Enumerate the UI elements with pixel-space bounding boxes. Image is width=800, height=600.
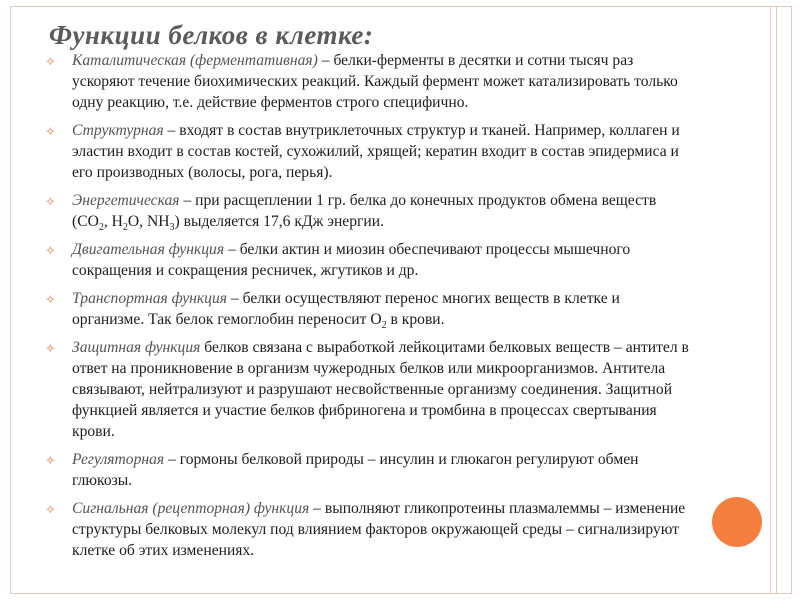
list-item bbox=[44, 288, 692, 330]
bullet-icon: ⟡ bbox=[46, 242, 55, 257]
list-item bbox=[44, 50, 692, 113]
bullet-list bbox=[44, 50, 692, 561]
decorative-line-left bbox=[770, 6, 771, 594]
bullet-icon: ⟡ bbox=[46, 452, 55, 467]
bullet-icon: ⟡ bbox=[46, 123, 55, 138]
item-text: – входят в состав внутриклеточных структур и тканей. Например, коллаген и эластин входит в состав костей, сухожилий, хрящей; кератин входит в состав эпидермиса и его производных (волосы, рога, перья). bbox=[72, 122, 680, 181]
item-term: Структурная bbox=[72, 122, 164, 139]
item-term: Защитная функция bbox=[72, 339, 201, 356]
subscript: 2 bbox=[381, 320, 387, 332]
item-text: , H bbox=[103, 213, 123, 230]
item-term: Каталитическая (ферментативная) bbox=[72, 52, 318, 69]
item-term: Энергетическая bbox=[72, 192, 180, 209]
item-text: – выполняют гликопротеины плазмалеммы – изменение структуры белковых молекул под влиянием факторов окружающей среды – сигнализируют клетке об этих изменениях. bbox=[72, 500, 686, 559]
bullet-icon: ⟡ bbox=[46, 340, 55, 355]
item-text: – гормоны белковой природы – инсулин и глюкагон регулируют обмен глюкозы. bbox=[72, 451, 639, 489]
item-text: – белки-ферменты в десятки и сотни тысяч раз ускоряют течение биохимических реакций. Каждый фермент может катализировать только одну реакцию, т.е. действие ферментов строго специфично. bbox=[72, 52, 678, 111]
bullet-icon: ⟡ bbox=[46, 501, 55, 516]
subscript: 3 bbox=[169, 222, 175, 234]
item-text: в крови. bbox=[386, 311, 445, 328]
bullet-icon: ⟡ bbox=[46, 193, 55, 208]
subscript: 2 bbox=[122, 222, 128, 234]
item-text: белков связана с выработкой лейкоцитами белковых веществ – антител в ответ на проникновение в организм чужеродных белков или микроорганизмов. Антитела связывают, нейтрализуют и разрушают несвойственные организму соединения. Защитной функцией является и участие белков фибриногена и тромбина в процессах свертывания крови. bbox=[72, 339, 689, 440]
item-text: – при расщеплении 1 гр. белка до конечных продуктов обмена веществ (CO bbox=[72, 192, 657, 230]
decorative-circle bbox=[712, 497, 762, 547]
list-item bbox=[44, 120, 692, 183]
bullet-icon: ⟡ bbox=[46, 291, 55, 306]
item-text: – белки актин и миозин обеспечивают процессы мышечного сокращения и сокращения ресничек, жгутиков и др. bbox=[72, 241, 631, 279]
item-text: – белки осуществляют перенос многих веществ в клетке и организме. Так белок гемоглобин переносит O bbox=[72, 290, 620, 328]
item-term: Сигнальная (рецепторная) функция bbox=[72, 500, 310, 517]
item-text: O, NH bbox=[127, 213, 170, 230]
bullet-icon: ⟡ bbox=[46, 53, 55, 68]
list-item bbox=[44, 239, 692, 281]
item-term: Двигательная функция bbox=[72, 241, 225, 258]
subscript: 2 bbox=[98, 222, 104, 234]
slide-title: Функции белков в клетке: bbox=[49, 20, 374, 50]
item-term: Транспортная функция bbox=[72, 290, 228, 307]
decorative-line-right bbox=[776, 6, 777, 594]
list-item bbox=[44, 449, 692, 491]
item-text: ) выделяется 17,6 кДж энергии. bbox=[174, 213, 384, 230]
item-term: Регуляторная bbox=[72, 451, 165, 468]
list-item bbox=[44, 498, 692, 561]
list-item bbox=[44, 190, 692, 232]
list-item bbox=[44, 337, 692, 442]
